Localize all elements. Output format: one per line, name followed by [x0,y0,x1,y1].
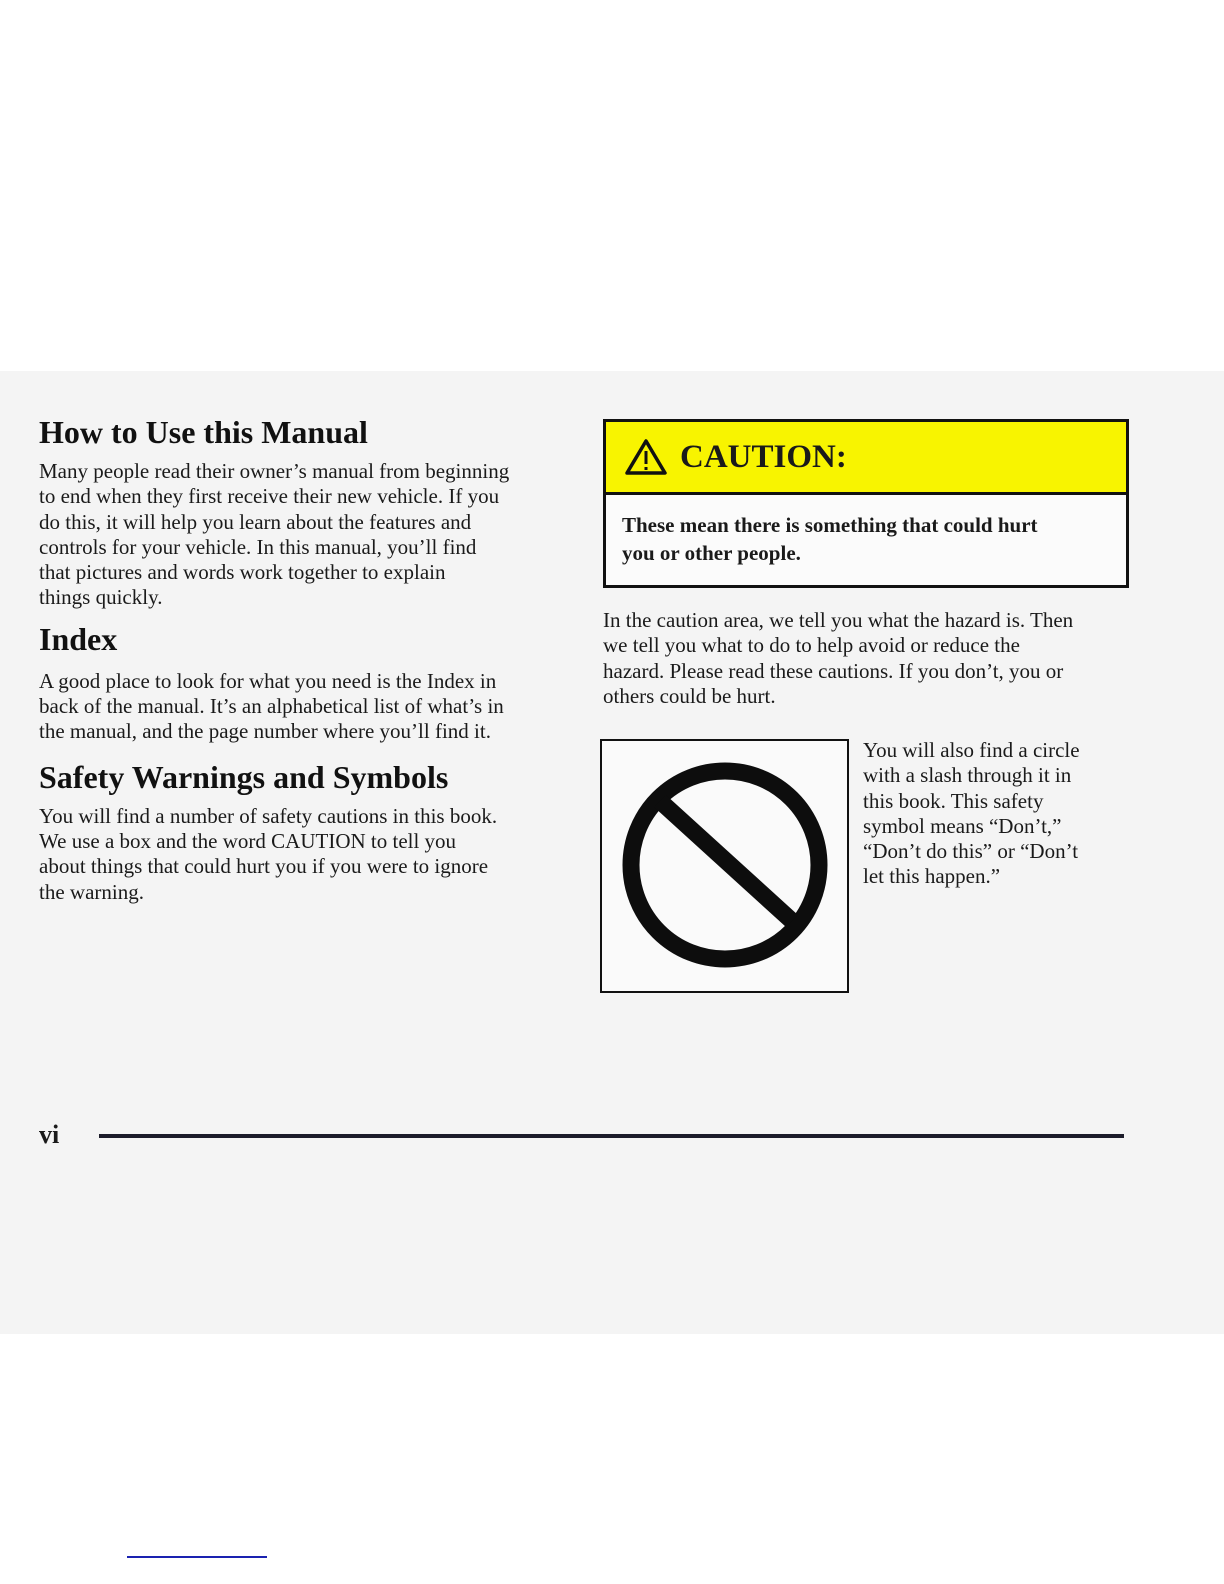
symbol-explanation [863,738,1163,890]
text-line: You will find a number of safety cautions in this book. [39,803,498,828]
text-line: symbol means “Don’t,” [863,813,1062,838]
text-line: “Don’t do this” or “Don’t [863,839,1079,864]
caution-title: CAUTION: [680,438,847,475]
text-line: do this, it will help you learn about the features and [39,509,472,534]
left-column [39,414,569,905]
index-text [39,669,569,745]
caution-body [606,495,1126,567]
text-line: Many people read their owner’s manual from beginning [39,459,510,483]
caution-explanation [603,608,1143,709]
text-line: things quickly. [39,585,163,610]
footer-rule [99,1134,1124,1138]
text-line: about things that could hurt you if you were to ignore [39,854,489,879]
warning-triangle-icon [624,438,668,476]
text-line: let this happen.” [863,864,1001,889]
text-line: the manual, and the page number where you’ll find it. [39,719,491,744]
text-line: hazard. Please read these cautions. If you don’t, you or [603,658,1064,683]
heading-index: Index [39,620,118,657]
how-to-use-text [39,459,569,611]
text-line: These mean there is something that could hurt [622,513,1038,537]
link-underline[interactable] [127,1556,267,1558]
text-line: back of the manual. It’s an alphabetical list of what’s in [39,694,504,719]
text-line: with a slash through it in [863,763,1072,788]
text-line: the warning. [39,879,144,904]
text-line: you or other people. [622,541,801,565]
text-line: this book. This safety [863,788,1044,813]
page-number: vi [39,1120,60,1149]
safety-text [39,804,569,905]
text-line: We use a box and the word CAUTION to tell you [39,828,457,853]
caution-box [603,419,1129,588]
no-symbol-box [600,739,849,993]
text-line: In the caution area, we tell you what the hazard is. Then [603,608,1074,632]
text-line: that pictures and words work together to explain [39,560,446,585]
heading-how-to-use: How to Use this Manual [39,414,368,450]
text-line: controls for your vehicle. In this manual, you’ll find [39,534,477,559]
text-line: A good place to look for what you need is the Index in [39,668,497,693]
no-symbol-icon [602,741,847,991]
text-line: we tell you what to do to help avoid or reduce the [603,633,1020,658]
caution-header [606,422,1126,495]
text-line: You will also find a circle [863,738,1080,762]
heading-safety-warnings: Safety Warnings and Symbols [39,758,449,795]
text-line: to end when they first receive their new vehicle. If you [39,484,500,509]
text-line: others could be hurt. [603,683,776,708]
